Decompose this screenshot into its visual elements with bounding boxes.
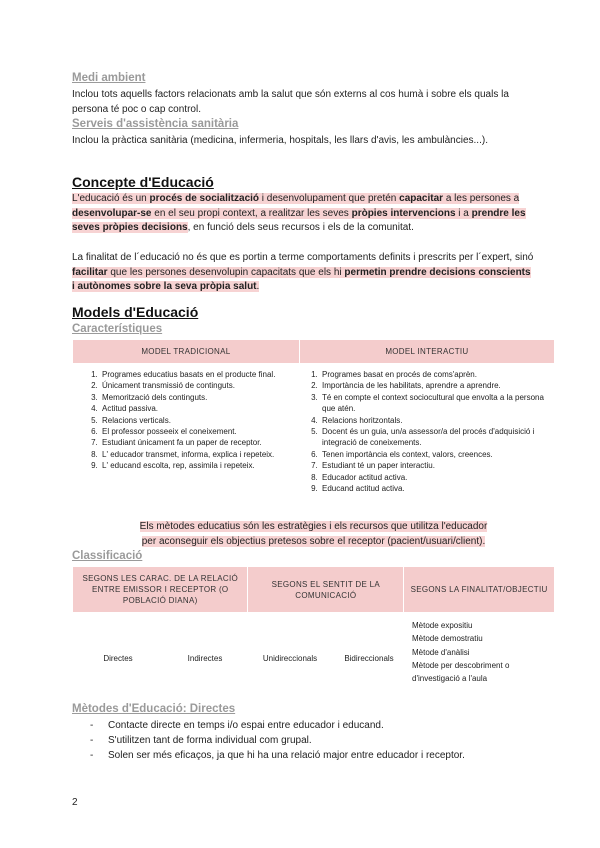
p1-seg-1: procés de socialització	[149, 193, 260, 204]
tradicional-list	[80, 369, 295, 472]
concepte-heading: Concepte d'Educació	[72, 174, 214, 190]
classificacio-table	[72, 566, 555, 613]
list-item-text: Solen ser més eficaços, ja que hi ha una relació major entre educador i receptor.	[108, 750, 465, 761]
note-line-1: Els mètodes educatius són les estratègies i els recursos que utilitza l'educador	[139, 521, 488, 532]
list-item: 3. Memorització dels continguts.	[100, 392, 295, 403]
medi-ambient-heading: Medi ambient	[72, 72, 146, 84]
list-item: 6. El professor posseeix el coneixement.	[100, 426, 295, 437]
p1-seg-10: , en funció dels seus recursos i els de la comunitat.	[187, 222, 414, 233]
p1-seg-5: desenvolupar-se	[72, 207, 152, 219]
list-item	[72, 748, 542, 763]
list-item-text: S'utilitzen tant de forma individual com grupal.	[108, 735, 312, 746]
models-heading: Models d'Educació	[72, 304, 199, 320]
list-item: 9. Educand actitud activa.	[320, 483, 552, 494]
list-item: 4. Actitud passiva.	[100, 403, 295, 414]
p2-seg-4: .	[256, 281, 260, 292]
class-unidireccionals: Unidireccionals	[262, 654, 318, 663]
concepte-paragraph-2	[72, 251, 534, 295]
metodes-directes-heading: Mètodes d'Educació: Directes	[72, 703, 236, 715]
models-table	[72, 339, 555, 364]
p2-seg-3: permetin prendre decisions conscients i autònomes sobre la seva pròpia salut	[72, 266, 531, 292]
metodes-directes-list	[72, 718, 542, 763]
serveis-heading: Serveis d'assistència sanitària	[72, 118, 239, 130]
dash-marker: -	[90, 735, 94, 746]
class-directes: Directes	[103, 654, 133, 663]
dash-marker: -	[90, 720, 94, 731]
p2-seg-2: que les persones desenvolupin capacitats que els hi	[107, 266, 345, 278]
class-header-sentit: SEGONS EL SENTIT DE LA COMUNICACIÓ	[248, 567, 404, 613]
list-item: 1. Programes basat en procés de coms'aprèn.	[320, 369, 552, 380]
class-metodes-list	[412, 619, 554, 685]
list-item: 7. Estudiant únicament fa un paper de receptor.	[100, 437, 295, 448]
dash-marker: -	[90, 750, 94, 761]
p2-seg-0: La finalitat de l´educació no és que es portin a terme comportaments definits i prescrits per l´expert, sinó	[72, 252, 534, 263]
list-item	[72, 718, 542, 733]
list-item: 7. Estudiant té un paper interactiu.	[320, 460, 552, 471]
p1-seg-6: en el seu propi context, a realitzar les seves	[151, 207, 352, 219]
concepte-paragraph-1	[72, 192, 534, 236]
list-item: 6. Tenen importància els context, valors, creences.	[320, 449, 552, 460]
list-item: Mètode expositiu	[412, 621, 473, 630]
page-number: 2	[72, 797, 78, 808]
list-item: Mètode demostratiu	[412, 634, 483, 644]
note-line-2: per aconseguir els objectius pretesos sobre el receptor (pacient/usuari/client).	[141, 535, 486, 547]
p1-seg-7: pròpies intervencions	[351, 207, 456, 219]
class-header-relacio: SEGONS LES CARAC. DE LA RELACIÓ ENTRE EMISSOR I RECEPTOR (O POBLACIÓ DIANA)	[73, 567, 248, 613]
list-item	[72, 733, 542, 748]
metodes-note	[72, 520, 555, 549]
p1-seg-3: capacitar	[399, 193, 444, 204]
list-item: 8. Educador actitud activa.	[320, 472, 552, 483]
p1-seg-4: a les persones a	[443, 193, 520, 204]
list-item: 2. Importància de les habilitats, aprendre a aprendre.	[320, 380, 552, 391]
list-item: 8. L' educador transmet, informa, explica i repeteix.	[100, 449, 295, 460]
interactiu-list	[300, 369, 552, 494]
list-item-text: Contacte directe en temps i/o espai entre educador i educand.	[108, 720, 384, 731]
list-item: 5. Relacions verticals.	[100, 415, 295, 426]
list-item: 1. Programes educatius basats en el producte final.	[100, 369, 295, 380]
list-item: 2. Únicament transmissió de continguts.	[100, 380, 295, 391]
col-header-interactiu: MODEL INTERACTIU	[299, 340, 554, 364]
caracteristiques-heading: Característiques	[72, 323, 163, 335]
medi-ambient-text: Inclou tots aquells factors relacionats amb la salut que són externs al cos humà i sobre els quals la persona té poc o cap control.	[72, 89, 509, 115]
p1-seg-8: i a	[455, 207, 472, 219]
list-item: Mètode per descobriment o d'investigació a l'aula	[412, 660, 510, 684]
class-bidireccionals: Bidireccionals	[344, 654, 394, 663]
p1-seg-0: L'educació és un	[72, 193, 150, 204]
p1-seg-9: prendre les seves pròpies decisions	[72, 207, 526, 233]
class-indirectes: Indirectes	[187, 654, 223, 663]
list-item: 4. Relacions horitzontals.	[320, 415, 552, 426]
p1-seg-2: i desenvolupament que pretén	[259, 193, 400, 204]
list-item: 3. Té en compte el context sociocultural que envolta a la persona que atén.	[320, 392, 552, 415]
list-item: 5. Docent és un guia, un/a assessor/a del procés d'adquisició i integració de coneixements.	[320, 426, 552, 449]
col-header-tradicional: MODEL TRADICIONAL	[73, 340, 300, 364]
classificacio-heading: Classificació	[72, 550, 143, 562]
p2-seg-1: facilitar	[72, 266, 108, 278]
list-item: 9. L' educand escolta, rep, assimila i repeteix.	[100, 460, 295, 471]
class-header-finalitat: SEGONS LA FINALITAT/OBJECTIU	[404, 567, 555, 613]
list-item: Mètode d'anàlisi	[412, 647, 470, 657]
serveis-text: Inclou la pràctica sanitària (medicina, infermeria, hospitals, les llars d'avis, les ambulàncies...).	[72, 135, 488, 146]
